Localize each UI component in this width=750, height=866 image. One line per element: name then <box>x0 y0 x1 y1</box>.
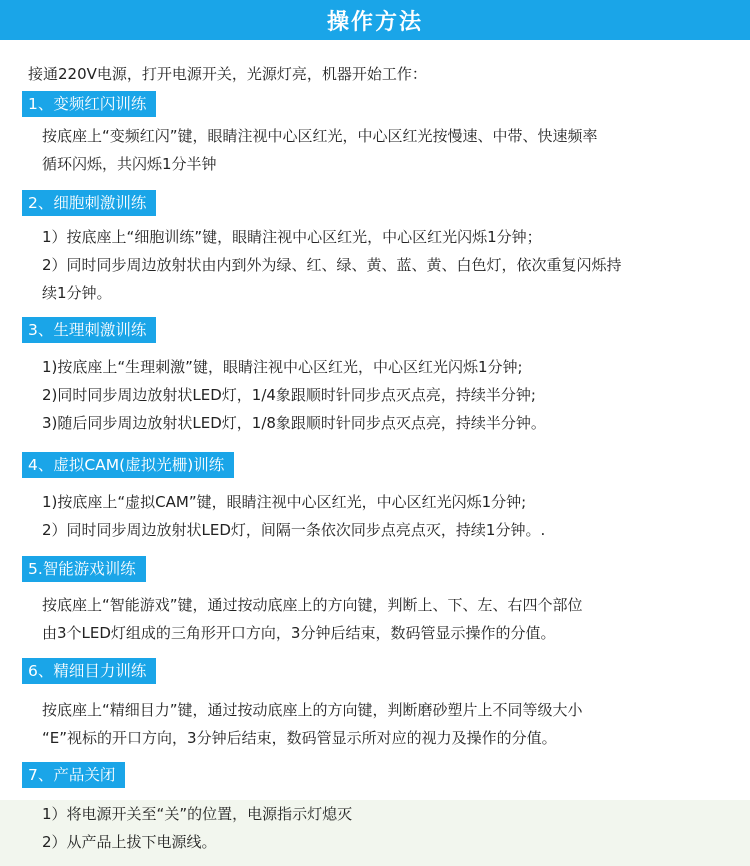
section-2-line-3: 续1分钟。 <box>42 284 112 302</box>
section-7-body <box>42 800 352 856</box>
section-6-line-1: 按底座上“精细目力”键，通过按动底座上的方向键，判断磨砂塑片上不同等级大小 <box>42 701 583 719</box>
section-4-line-1: 1)按底座上“虚拟CAM”键，眼睛注视中心区红光，中心区红光闪烁1分钟; <box>42 493 527 511</box>
section-heading-7: 7、产品关闭 <box>22 762 125 788</box>
section-3-line-1: 1)按底座上“生理刺激”键，眼睛注视中心区红光，中心区红光闪烁1分钟; <box>42 358 523 376</box>
section-heading-1: 1、变频红闪训练 <box>22 91 156 117</box>
section-3-body <box>42 353 546 437</box>
section-2-line-1: 1）按底座上“细胞训练”键，眼睛注视中心区红光，中心区红光闪烁1分钟； <box>42 228 542 246</box>
section-1-line-1: 按底座上“变频红闪”键，眼睛注视中心区红光，中心区红光按慢速、中带、快速频率 <box>42 127 598 145</box>
section-1-body <box>42 122 598 178</box>
section-5-line-1: 按底座上“智能游戏”键，通过按动底座上的方向键，判断上、下、左、右四个部位 <box>42 596 583 614</box>
section-2-line-2: 2）同时同步周边放射状由内到外为绿、红、绿、黄、蓝、黄、白色灯，依次重复闪烁持 <box>42 256 622 274</box>
section-7-line-1: 1）将电源开关至“关”的位置，电源指示灯熄灭 <box>42 805 353 823</box>
section-heading-4: 4、虚拟CAM(虚拟光栅)训练 <box>22 452 234 478</box>
section-heading-3: 3、生理刺激训练 <box>22 317 156 343</box>
section-heading-6: 6、精细目力训练 <box>22 658 156 684</box>
page-title: 操作方法 <box>0 0 750 40</box>
section-7-line-2: 2）从产品上拔下电源线。 <box>42 833 217 851</box>
section-4-line-2: 2）同时同步周边放射状LED灯，间隔一条依次同步点亮点灭，持续1分钟。. <box>42 521 546 539</box>
section-6-body <box>42 696 583 752</box>
intro-text: 接通220V电源，打开电源开关，光源灯亮，机器开始工作： <box>28 65 427 83</box>
section-5-body <box>42 591 583 647</box>
section-1-line-2: 循环闪烁，共闪烁1分半钟 <box>42 155 217 173</box>
section-3-line-3: 3)随后同步周边放射状LED灯，1/8象跟顺时针同步点灭点亮，持续半分钟。 <box>42 414 546 432</box>
section-heading-2: 2、细胞刺激训练 <box>22 190 156 216</box>
section-6-line-2: “E”视标的开口方向，3分钟后结束，数码管显示所对应的视力及操作的分值。 <box>42 729 557 747</box>
section-5-line-2: 由3个LED灯组成的三角形开口方向，3分钟后结束，数码管显示操作的分值。 <box>42 624 556 642</box>
section-3-line-2: 2)同时同步周边放射状LED灯，1/4象跟顺时针同步点灭点亮，持续半分钟; <box>42 386 536 404</box>
section-4-body <box>42 488 545 544</box>
section-heading-5: 5.智能游戏训练 <box>22 556 146 582</box>
section-2-body <box>42 223 622 307</box>
